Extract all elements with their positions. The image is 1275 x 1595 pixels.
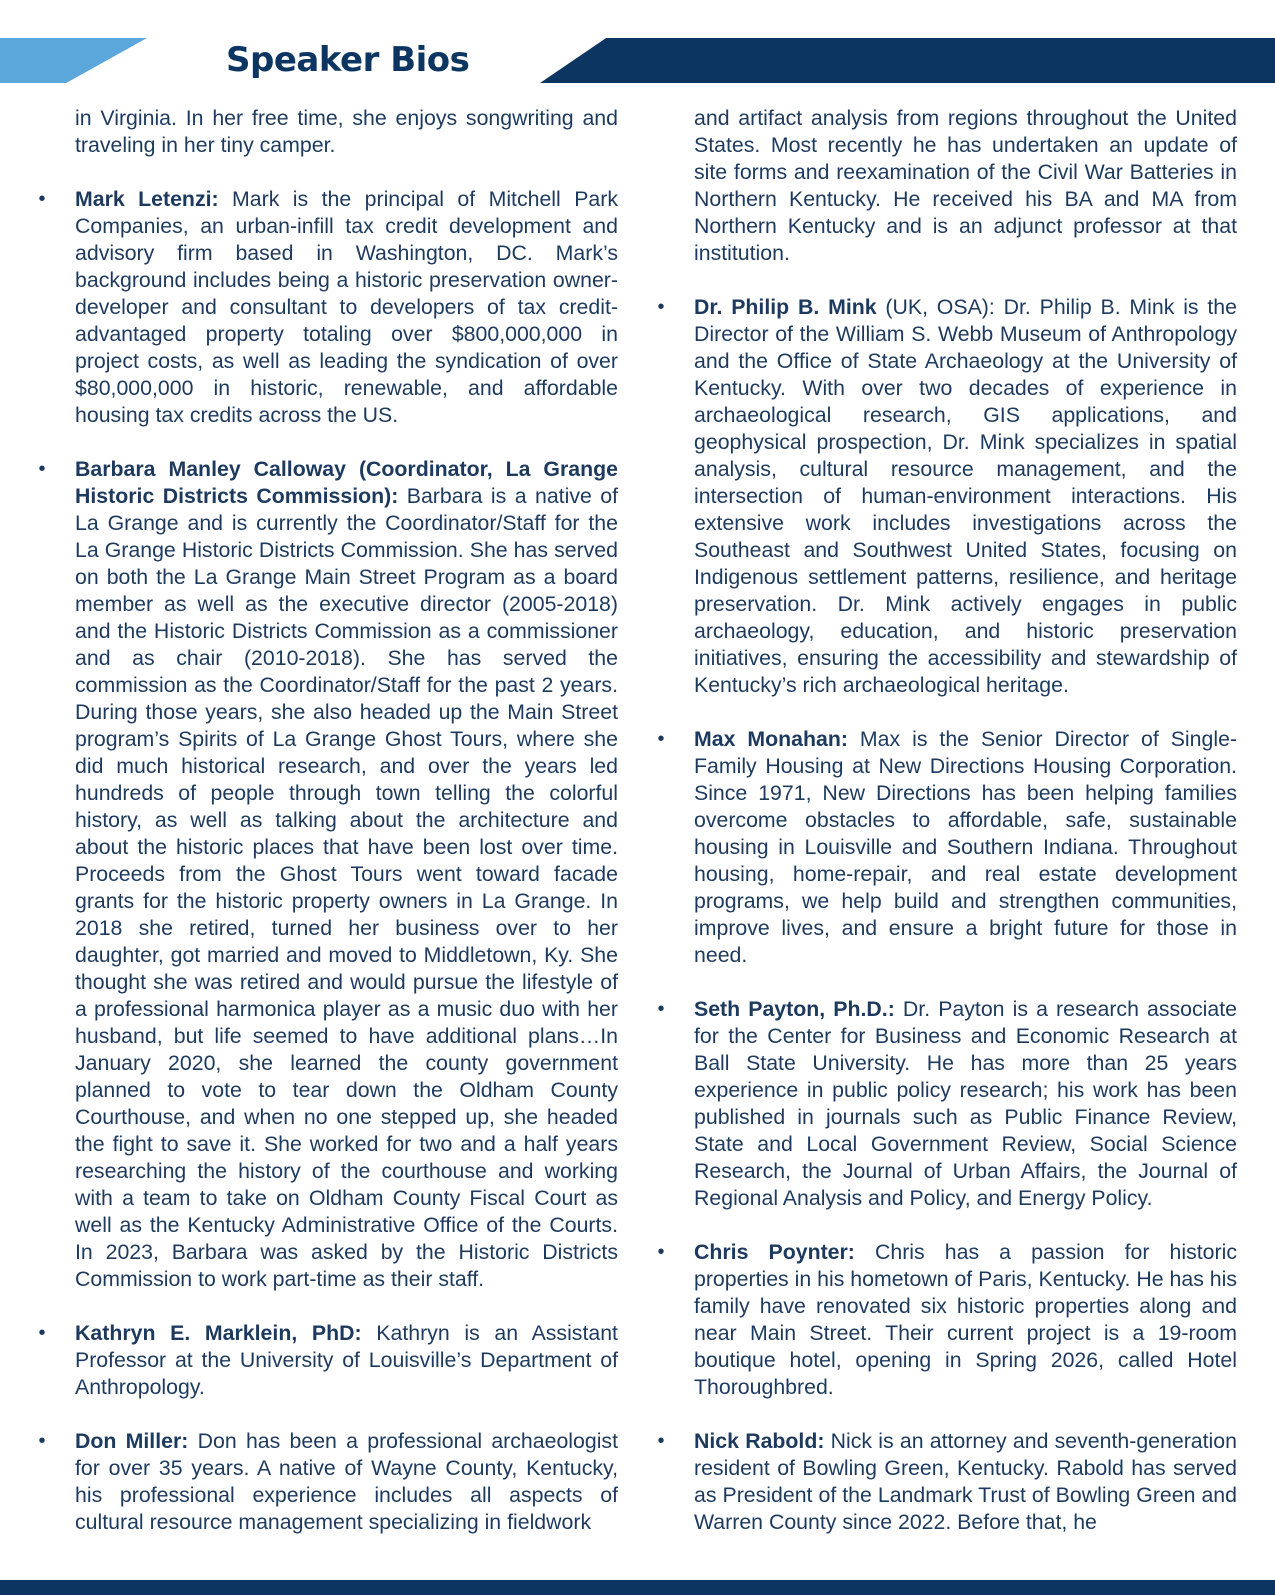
speaker-name: Seth Payton, Ph.D.: <box>694 997 895 1021</box>
speaker-bio-text: Dr. Payton is a research associate for the Center for Business and Economic Research at Ball State University. He has more than 25 years experience in public policy research; his work has been published in journals such as Public Finance Review, State and Local Government Review, Social Science Research, the Journal of Urban Affairs, the Journal of Regional Analysis and Policy, and Energy Policy. <box>694 997 1237 1210</box>
bio-item <box>38 186 618 429</box>
bio-item <box>657 1239 1237 1401</box>
speaker-bio-text: (UK, OSA): Dr. Philip B. Mink is the Director of the William S. Webb Museum of Anthropology and the Office of State Archaeology at the University of Kentucky. With over two decades of experience in archaeological research, GIS applications, and geophysical prospection, Dr. Mink specializes in spatial analysis, cultural resource management, and the intersection of human-environment interactions. His extensive work includes investigations across the Southeast and Southwest United States, focusing on Indigenous settlement patterns, resilience, and heritage preservation. Dr. Mink actively engages in public archaeology, education, and historic preservation initiatives, ensuring the accessibility and stewardship of Kentucky’s rich archaeological heritage. <box>694 295 1237 697</box>
bio-item <box>657 294 1237 699</box>
speaker-bio-text: Nick is an attorney and seventh-generation resident of Bowling Green, Kentucky. Rabold has served as President of the Landmark Trust of Bowling Green and Warren County since 2022. Before that, he <box>694 1429 1237 1534</box>
left-column <box>38 105 618 1563</box>
speaker-bio-text: Kathryn is an Assistant Professor at the University of Louisville’s Department of Anthropology. <box>75 1321 618 1399</box>
bullet-icon: • <box>657 998 665 1020</box>
bio-item <box>38 456 618 1293</box>
speaker-name: Dr. Philip B. Mink <box>694 295 877 319</box>
speaker-name: Nick Rabold: <box>694 1429 825 1453</box>
bullet-icon: • <box>657 296 665 318</box>
bullet-icon: • <box>38 188 46 210</box>
bio-item <box>657 726 1238 969</box>
speaker-name: Chris Poynter: <box>694 1240 855 1264</box>
speaker-bio-text: Max is the Senior Director of Single-Family Housing at New Directions Housing Corporation. Since 1971, New Directions has been helping families overcome obstacles to affordable, safe, sustainable housing in Louisville and Southern Indiana. Throughout housing, home-repair, and real estate development programs, we help build and strengthen communities, improve lives, and ensure a bright future for those in need. <box>694 727 1238 967</box>
continued-text: and artifact analysis from regions throughout the United States. Most recently he has undertaken an update of site forms and reexamination of the Civil War Batteries in Northern Kentucky. He received his BA and MA from Northern Kentucky and is an adjunct professor at that institution. <box>694 106 1237 265</box>
speaker-bio-text: Mark is the principal of Mitchell Park Companies, an urban-infill tax credit development and advisory firm based in Washington, DC. Mark’s background includes being a historic preservation owner-developer and consultant to developers of tax credit-advantaged property totaling over $800,000,000 in project costs, as well as leading the syndication of over $80,000,000 in historic, renewable, and affordable housing tax credits across the US. <box>75 187 618 427</box>
footer-bar <box>0 1580 1275 1595</box>
header-accent-dark <box>540 38 1275 83</box>
bio-item <box>38 1320 618 1401</box>
bullet-icon: • <box>657 1430 665 1452</box>
speaker-bio-text: Barbara is a native of La Grange and is currently the Coordinator/Staff for the La Grange Historic Districts Commission. She has served on both the La Grange Main Street Program as a board member as well as the executive director (2005-2018) and the Historic Districts Commission as a commissioner and as chair (2010-2018). She has served the commission as the Coordinator/Staff for the past 2 years. During those years, she also headed up the Main Street program’s Spirits of La Grange Ghost Tours, where she did much historical research, and over the years led hundreds of people through town telling the colorful history, as well as talking about the architecture and about the historic places that have been lost over time. Proceeds from the Ghost Tours went toward facade grants for the historic property owners in La Grange. In 2018 she retired, turned her business over to her daughter, got married and moved to Middletown, Ky. She thought she was retired and would pursue the lifestyle of a professional harmonica player as a music duo with her husband, but life seemed to have additional plans…In January 2020, she learned the county government planned to vote to tear down the Oldham County Courthouse, and when no one stepped up, she headed the fight to save it. She worked for two and a half years researching the history of the courthouse and working with a team to take on Oldham County Fiscal Court as well as the Kentucky Administrative Office of the Courts. In 2023, Barbara was asked by the Historic Districts Commission to work part-time as their staff. <box>75 484 618 1291</box>
speaker-name: Don Miller: <box>75 1429 189 1453</box>
bio-item <box>657 1428 1237 1536</box>
bio-item <box>38 1428 618 1536</box>
right-column <box>657 105 1238 1563</box>
speaker-name: Mark Letenzi: <box>75 187 219 211</box>
bullet-icon: • <box>38 1322 46 1344</box>
bullet-icon: • <box>657 1241 665 1263</box>
page-title: Speaker Bios <box>226 40 470 80</box>
bio-item <box>657 996 1237 1212</box>
speaker-name: Barbara Manley Calloway (Coordinator, La Grange Historic Districts Commission): <box>75 457 618 508</box>
header-accent-light <box>0 38 147 83</box>
speaker-bio-text: Chris has a passion for historic properties in his hometown of Paris, Kentucky. He has his family have renovated six historic properties along and near Main Street. Their current project is a 19-room boutique hotel, opening in Spring 2026, called Hotel Thoroughbred. <box>694 1240 1237 1399</box>
speaker-name: Max Monahan: <box>694 727 848 751</box>
bullet-icon: • <box>38 1430 46 1452</box>
continued-text: in Virginia. In her free time, she enjoys songwriting and traveling in her tiny camper. <box>75 106 618 157</box>
bullet-icon: • <box>657 728 665 750</box>
bullet-icon: • <box>38 458 46 480</box>
speaker-bio-text: Don has been a professional archaeologist for over 35 years. A native of Wayne County, Kentucky, his professional experience includes all aspects of cultural resource management specializing in fieldwork <box>75 1429 618 1534</box>
speaker-name: Kathryn E. Marklein, PhD: <box>75 1321 362 1345</box>
